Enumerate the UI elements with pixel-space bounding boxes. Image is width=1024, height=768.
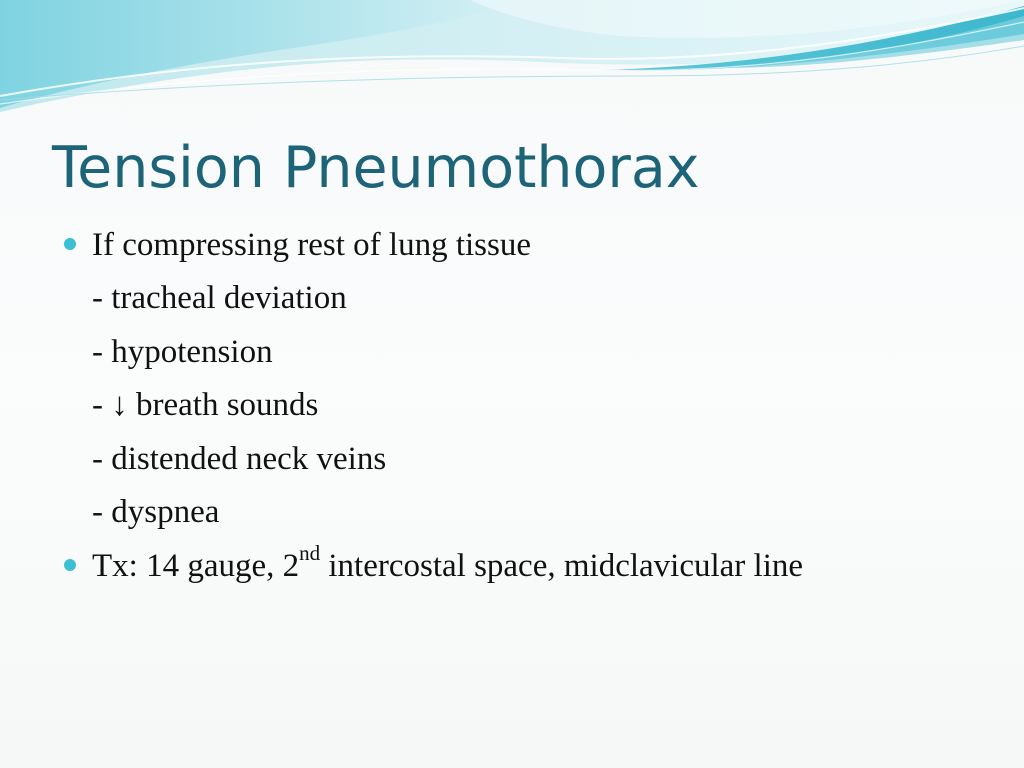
slide-title: Tension Pneumothorax bbox=[52, 135, 700, 201]
sub-item: - dyspnea bbox=[92, 494, 220, 530]
sub-item: - hypotension bbox=[92, 334, 273, 370]
bullet-dot-icon bbox=[64, 238, 76, 250]
bullet-item bbox=[92, 218, 531, 272]
bullet-text-before: Tx: 14 gauge, 2 bbox=[92, 548, 300, 584]
ordinal-superscript: nd bbox=[299, 541, 321, 565]
bullet-dot-icon bbox=[64, 559, 76, 571]
sub-item: - distended neck veins bbox=[92, 441, 387, 477]
sub-item: - ↓ breath sounds bbox=[92, 387, 319, 423]
bullet-text-after: intercostal space, midclavicular line bbox=[320, 548, 804, 584]
decorative-wave-header bbox=[0, 0, 1024, 130]
bullet-text: If compressing rest of lung tissue bbox=[92, 227, 532, 263]
sub-item: - tracheal deviation bbox=[92, 280, 347, 316]
bullet-item bbox=[92, 539, 803, 593]
